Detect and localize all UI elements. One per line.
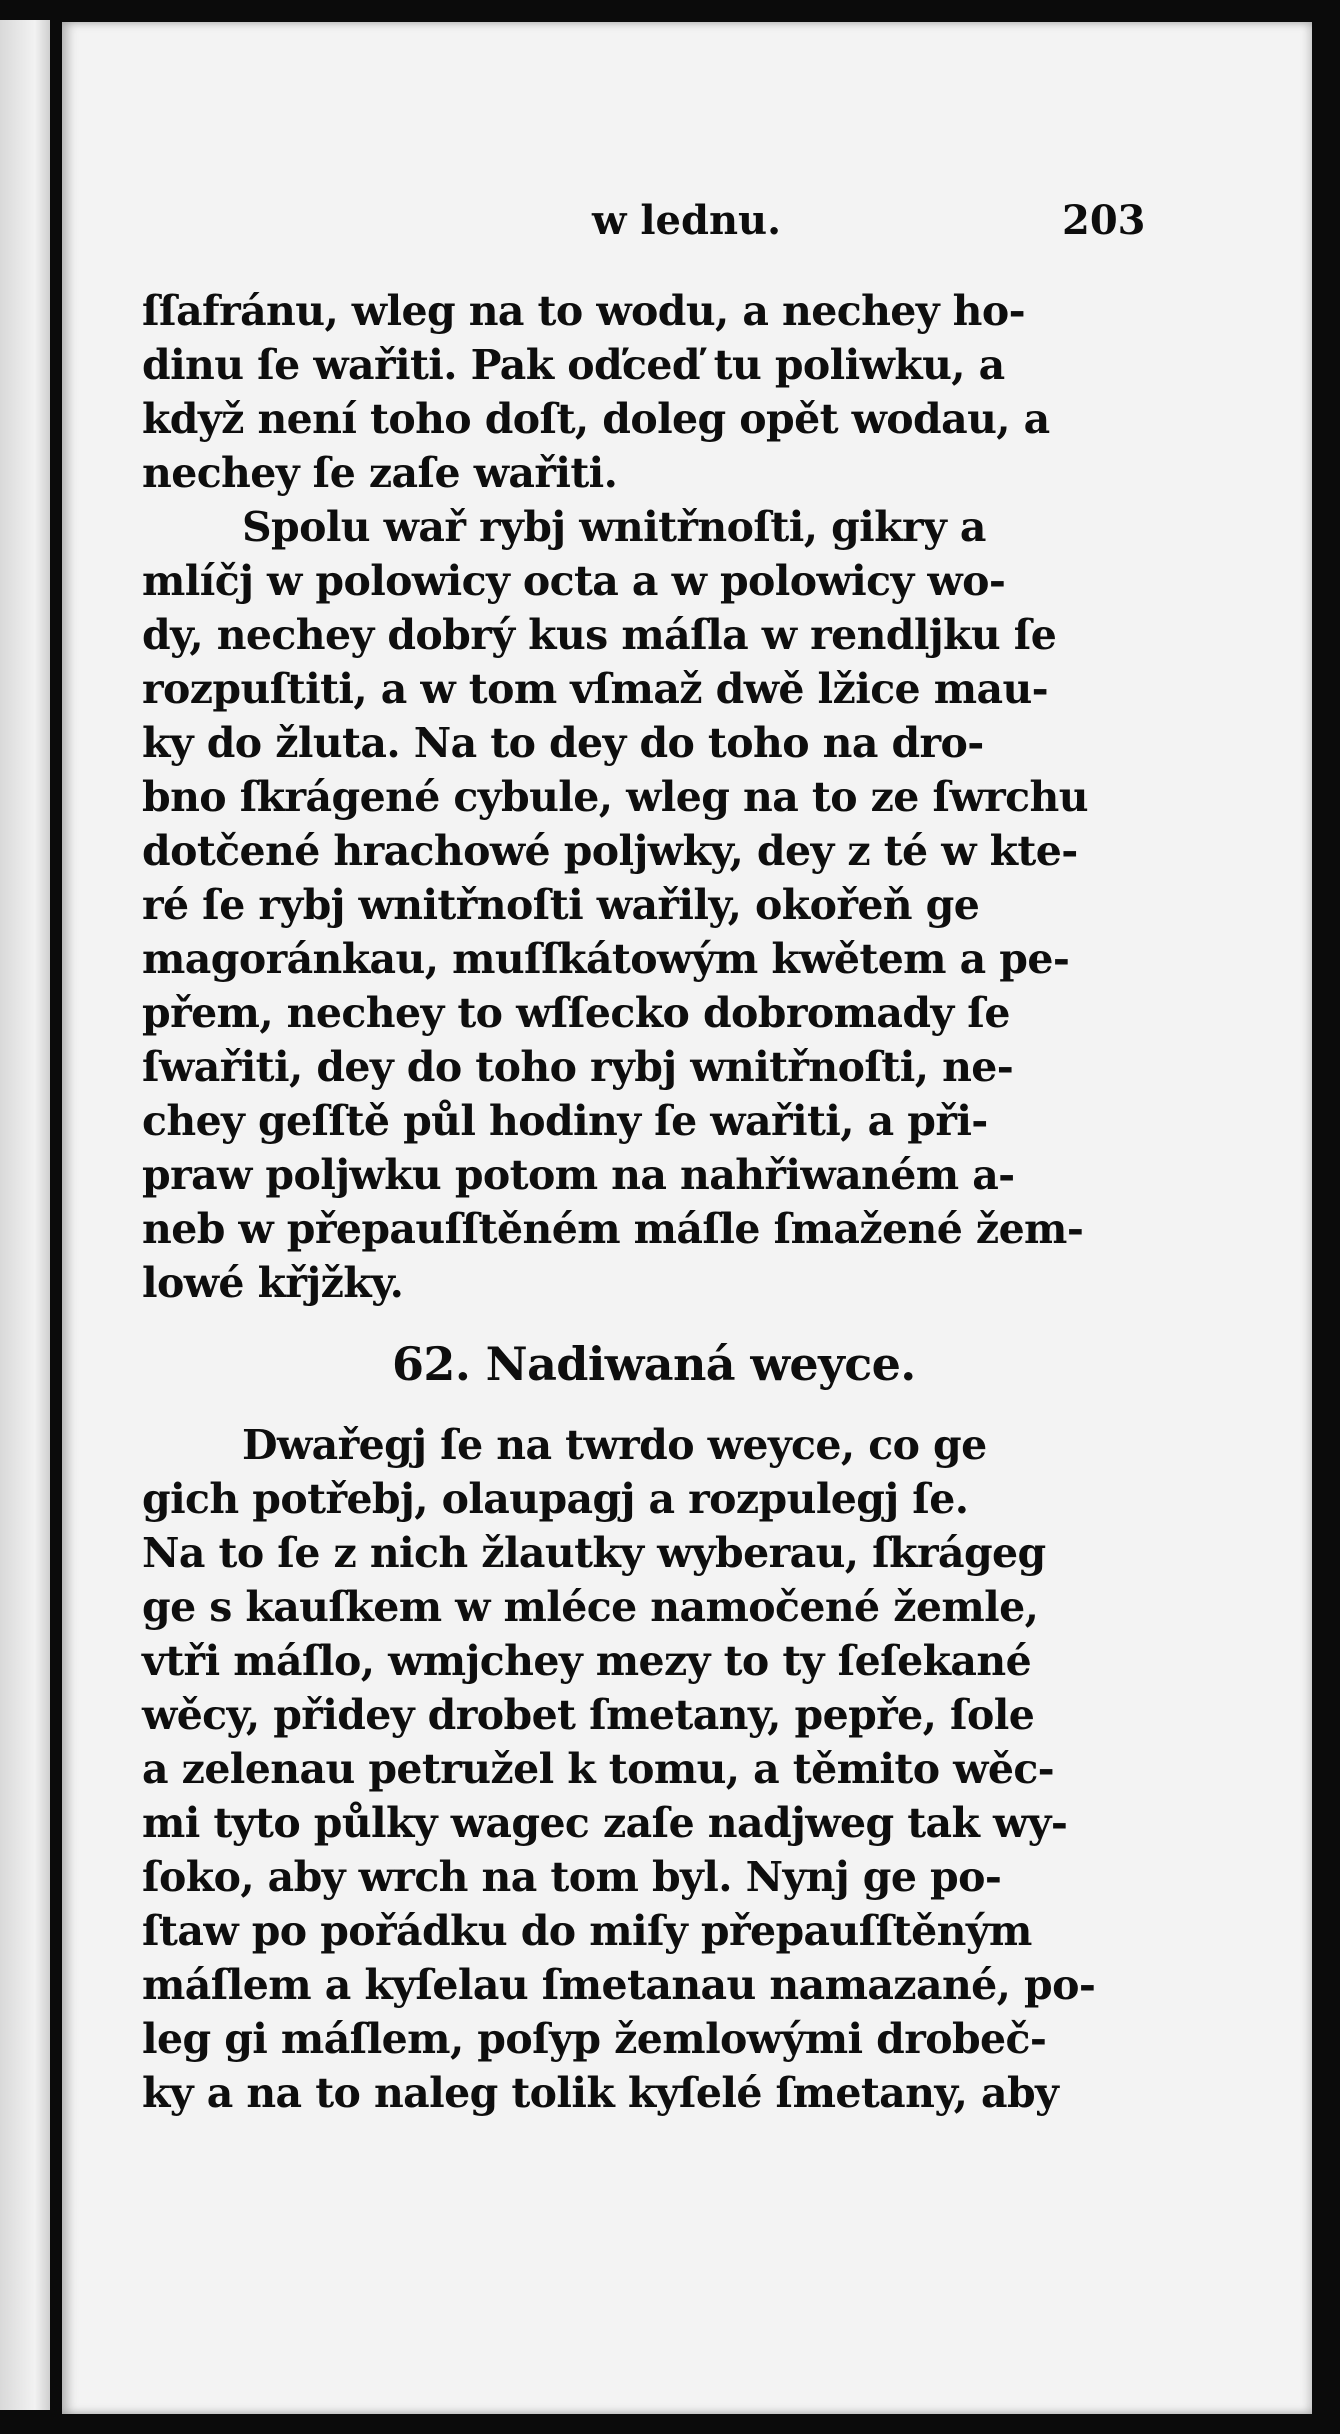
text-line: dy, nechey dobrý kus máſla w rendljku ſe: [142, 611, 1057, 659]
paragraph-1: [142, 284, 1192, 500]
text-line: ge s kauſkem w mléce namočené žemle,: [142, 1583, 1039, 1631]
text-line: mi tyto půlky wagec zaſe nadjweg tak wy-: [142, 1799, 1068, 1847]
text-line: leg gi máſlem, poſyp žemlowými drobeč-: [142, 2015, 1047, 2063]
text-line: magoránkau, muſſkátowým kwětem a pe-: [142, 935, 1070, 983]
text-line: a zelenau petružel k tomu, a těmito wěc-: [142, 1745, 1055, 1793]
text-line: přem, nechey to wſſecko dobromady ſe: [142, 989, 1010, 1037]
section-number: 62.: [392, 1337, 471, 1391]
text-line: mlíčj w polowicy octa a w polowicy wo-: [142, 557, 1006, 605]
text-line: Spolu wař rybj wnitřnoſti, gikry a: [242, 503, 986, 551]
text-line: ſtaw po pořádku do miſy přepauſſtěným: [142, 1907, 1032, 1955]
book-page: [62, 22, 1312, 2414]
text-line: ſſafránu, wleg na to wodu, a nechey ho-: [142, 287, 1026, 335]
text-line: chey geſſtě půl hodiny ſe wařiti, a při-: [142, 1097, 988, 1145]
text-line: ky a na to naleg tolik kyſelé ſmetany, aby: [142, 2069, 1059, 2117]
text-line: ky do žluta. Na to dey do toho na dro-: [142, 719, 984, 767]
paragraph-3: [142, 1418, 1192, 2120]
text-line: rozpuſtiti, a w tom vſmaž dwě lžice mau-: [142, 665, 1049, 713]
page-number: 203: [1062, 197, 1146, 244]
text-line: neb w přepauſſtěném máſle ſmažené žem-: [142, 1205, 1084, 1253]
text-line: nechey ſe zaſe wařiti.: [142, 449, 618, 497]
text-line: lowé křjžky.: [142, 1259, 404, 1307]
previous-page-edge: [0, 20, 50, 2410]
text-block: [142, 284, 1192, 2120]
paragraph-2: [142, 500, 1192, 1310]
section-title: Nadiwaná weyce.: [485, 1337, 916, 1391]
text-line: když není toho doſt, doleg opět wodau, a: [142, 395, 1050, 443]
running-head: [62, 197, 1312, 257]
text-line: ré ſe rybj wnitřnoſti wařily, okořeň ge: [142, 881, 980, 929]
text-line: dotčené hrachowé poljwky, dey z té w kte-: [142, 827, 1078, 875]
text-line: praw poljwku potom na nahřiwaném a-: [142, 1151, 1015, 1199]
running-title: w lednu.: [592, 197, 782, 244]
section-heading: [142, 1310, 1192, 1418]
text-line: dinu ſe wařiti. Pak oďceď tu poliwku, a: [142, 341, 1005, 389]
text-line: ſoko, aby wrch na tom byl. Nynj ge po-: [142, 1853, 1002, 1901]
text-line: vtři máſlo, wmjchey mezy to ty ſeſekané: [142, 1637, 1032, 1685]
text-line: Na to ſe z nich žlautky wyberau, ſkrágeg: [142, 1529, 1046, 1577]
text-line: ſwařiti, dey do toho rybj wnitřnoſti, ne-: [142, 1043, 1014, 1091]
text-line: bno ſkrágené cybule, wleg na to ze ſwrchu: [142, 773, 1088, 821]
text-line: gich potřebj, olaupagj a rozpulegj ſe.: [142, 1475, 969, 1523]
text-line: máſlem a kyſelau ſmetanau namazané, po-: [142, 1961, 1096, 2009]
text-line: Dwařegj ſe na twrdo weyce, co ge: [242, 1421, 987, 1469]
text-line: wěcy, přidey drobet ſmetany, pepře, ſole: [142, 1691, 1035, 1739]
